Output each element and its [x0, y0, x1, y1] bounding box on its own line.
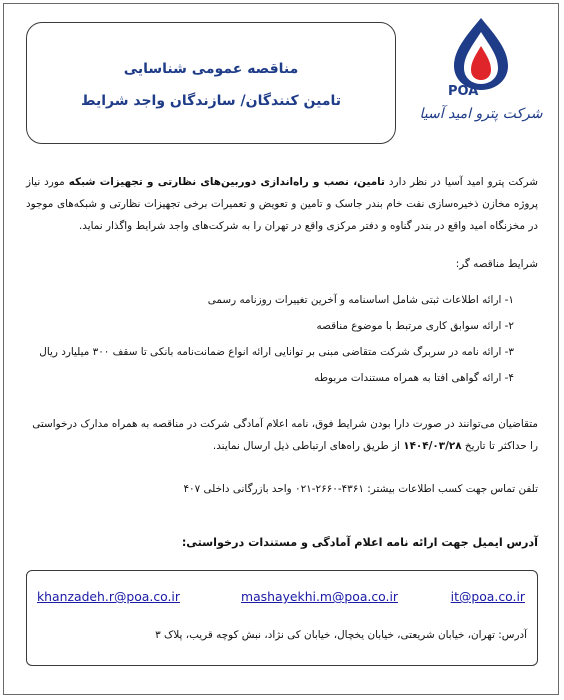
email-link-it[interactable]: it@poa.co.ir — [450, 589, 525, 604]
title-box — [26, 22, 396, 144]
flame-logo-icon — [418, 16, 544, 96]
contact-box — [26, 570, 538, 666]
tender-title: مناقصه عمومی شناسایی — [123, 61, 299, 77]
list-item: ۲- ارائه سوابق کاری مرتبط با موضوع مناقصه — [316, 320, 514, 332]
deadline-date: ۱۴۰۴/۰۳/۲۸ — [403, 440, 462, 452]
tender-subtitle: تامین کنندگان/ سازندگان واجد شرایط — [80, 93, 342, 109]
company-logo — [418, 16, 544, 148]
email-link-khanzadeh[interactable]: khanzadeh.r@poa.co.ir — [37, 589, 180, 604]
application-text-1: متقاضیان می‌توانند در صورت دارا بودن شرایط فوق، نامه اعلام آمادگی شرکت در مناقصه به همراه مدارک درخواستی را حداکثر تا تاریخ — [32, 418, 538, 452]
application-paragraph — [26, 413, 538, 457]
list-item: ۳- ارائه نامه در سربرگ شرکت متقاضی مبنی بر توانایی ارائه انواع ضمانت‌نامه بانکی تا سقف ۳۰۰ میلیارد ریال — [39, 346, 514, 358]
intro-paragraph — [26, 171, 538, 237]
email-link-mashayekhi[interactable]: mashayekhi.m@poa.co.ir — [241, 589, 399, 604]
intro-text-1: شرکت پترو امید آسیا در نظر دارد — [384, 176, 538, 188]
postal-address: آدرس: تهران، خیابان شریعتی، خیابان یخچال، خیابان کی نژاد، نبش کوچه قریب، پلاک ۳ — [155, 629, 527, 641]
logo-abbr: POA — [448, 84, 479, 99]
intro-text-2: مورد نیاز پروژه مخازن ذخیره‌سازی نفت خام بندر جاسک و تامین و تعویض و تعمیرات برخی تجهیزات نظارتی و شبکه‌های موجود در مخزنگاه امید واقع در بندر گناوه و دفتر مرکزی واقع در تهران را به شرکت‌های واجد شرایط واگذار نماید. — [26, 176, 538, 232]
application-text-2: از طریق راه‌های ارتباطی ذیل ارسال نمایند. — [212, 440, 404, 452]
conditions-title: شرایط مناقصه گر: — [455, 258, 538, 270]
list-item: ۱- ارائه اطلاعات ثبتی شامل اساسنامه و آخرین تغییرات روزنامه رسمی — [207, 294, 514, 306]
email-section-title: آدرس ایمیل جهت ارائه نامه اعلام آمادگی و مستندات درخواستی: — [181, 536, 538, 549]
phone-line: تلفن تماس جهت کسب اطلاعات بیشتر: ۴۳۶۱-۲۶۶۰-۰۲۱ واحد بازرگانی داخلی ۴۰۷ — [183, 483, 538, 495]
logo-caption: شرکت پترو امید آسیا — [419, 106, 543, 122]
conditions-list — [26, 287, 514, 391]
intro-bold: تامین، نصب و راه‌اندازی دوربین‌های نظارتی و تجهیزات شبکه — [68, 176, 385, 188]
list-item: ۴- ارائه گواهی افتا به همراه مستندات مربوطه — [314, 372, 514, 384]
